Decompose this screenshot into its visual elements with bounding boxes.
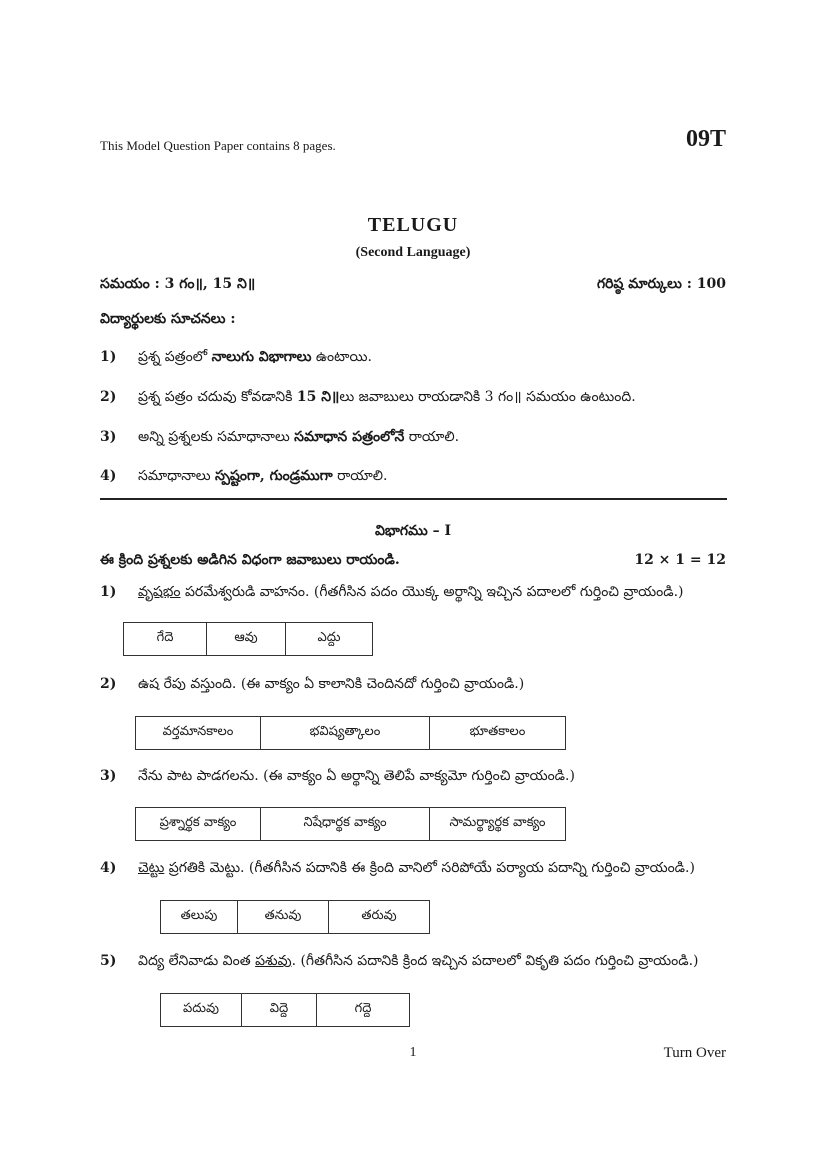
option-cell: భవిష్యత్కాలం	[261, 717, 430, 750]
instruction-emphasis: సమాధాన పత్రంలోనే	[294, 429, 405, 445]
question-text: . (గీతగీసిన పదానికి క్రింద ఇచ్చిన పదాలలో వికృతి పదం గుర్తించి వ్రాయండి.)	[291, 953, 699, 969]
paper-title: TELUGU	[367, 214, 459, 236]
option-cell: తనువు	[238, 901, 329, 934]
option-cell: ఎద్దు	[286, 623, 373, 656]
instruction-text: అన్ని ప్రశ్నలకు సమాధానాలు	[138, 429, 295, 445]
option-cell: విద్దె	[242, 994, 317, 1027]
question-3	[100, 768, 575, 787]
question-2	[100, 676, 524, 695]
option-cell: వర్తమానకాలం	[136, 717, 261, 750]
instructions-heading: విద్యార్థులకు సూచనలు :	[100, 311, 236, 327]
question-1	[100, 584, 684, 603]
max-marks: గరిష్ఠ మార్కులు : 100	[596, 276, 726, 292]
instruction-text: రాయాలి.	[332, 468, 388, 484]
question-number: 1)	[100, 584, 117, 600]
option-cell: నిషేధార్థక వాక్యం	[261, 808, 430, 841]
turn-over-label: Turn Over	[663, 1045, 726, 1061]
option-cell: భూతకాలం	[430, 717, 566, 750]
question-number: 4)	[100, 860, 117, 876]
time-allowed: సమయం : 3 గం॥, 15 ని॥	[100, 276, 256, 292]
question-text: ప్రగతికి మెట్టు. (గీతగీసిన పదానికి ఈ క్రింది వానిలో సరిపోయే పర్యాయ పదాన్ని గుర్తించి వ్రాయండి.)	[164, 860, 695, 876]
instruction-text: సమాధానాలు	[138, 468, 216, 484]
instruction-number: 4)	[100, 468, 117, 484]
question-text: ఉష రేపు వస్తుంది. (ఈ వాక్యం ఏ కాలానికి చెందినదో గుర్తించి వ్రాయండి.)	[138, 676, 525, 692]
instruction-item	[100, 468, 387, 487]
question-text: పరమేశ్వరుడి వాహనం. (గీతగీసిన పదం యొక్క అర్థాన్ని ఇచ్చిన పదాలలో గుర్తించి వ్రాయండి.)	[180, 584, 684, 600]
page-number: 1	[409, 1045, 417, 1060]
options-table	[160, 900, 430, 934]
options-table	[123, 622, 373, 656]
instruction-item	[100, 389, 636, 408]
page-count-note: This Model Question Paper contains 8 pages.	[100, 138, 336, 153]
instruction-number: 3)	[100, 429, 117, 445]
instruction-emphasis: నాలుగు విభాగాలు	[211, 349, 312, 365]
question-5	[100, 953, 698, 972]
instruction-item	[100, 349, 372, 368]
underlined-word: చెట్టు	[138, 860, 165, 876]
options-table	[135, 807, 566, 841]
instruction-number: 1)	[100, 349, 117, 365]
instruction-text: లు జవాబులు రాయడానికి 3 గం॥ సమయం ఉంటుంది.	[339, 389, 636, 405]
instruction-emphasis: 15 ని॥	[296, 389, 340, 405]
paper-subtitle: (Second Language)	[355, 245, 471, 260]
instruction-text: ప్రశ్న పత్రం చదువు కోవడానికి	[138, 389, 297, 405]
option-cell: గేదె	[124, 623, 207, 656]
underlined-word: వృషభం	[138, 584, 181, 600]
section-marks: 12 × 1 = 12	[634, 552, 726, 568]
option-cell: తరువు	[329, 901, 430, 934]
instruction-item	[100, 429, 459, 448]
question-number: 3)	[100, 768, 117, 784]
question-4	[100, 860, 695, 879]
underlined-word: పశువు	[255, 953, 292, 969]
option-cell: ప్రశ్నార్థక వాక్యం	[136, 808, 261, 841]
question-number: 5)	[100, 953, 117, 969]
question-number: 2)	[100, 676, 117, 692]
instruction-emphasis: స్పష్టంగా, గుండ్రముగా	[215, 468, 333, 484]
option-cell: సామర్థ్యార్థక వాక్యం	[430, 808, 566, 841]
options-table	[160, 993, 410, 1027]
question-text: విద్య లేనివాడు వింత	[138, 953, 256, 969]
options-table	[135, 716, 566, 750]
section-divider	[100, 498, 727, 500]
instruction-text: ప్రశ్న పత్రంలో	[138, 349, 212, 365]
option-cell: గద్దె	[317, 994, 410, 1027]
section-title: విభాగము – I	[374, 523, 452, 539]
option-cell: తలుపు	[161, 901, 238, 934]
paper-code: 09T	[685, 126, 726, 152]
option-cell: ఆవు	[207, 623, 286, 656]
section-instruction: ఈ క్రింది ప్రశ్నలకు అడిగిన విధంగా జవాబులు రాయండి.	[100, 552, 400, 568]
instruction-number: 2)	[100, 389, 117, 405]
instruction-text: ఉంటాయి.	[311, 349, 372, 365]
option-cell: పదువు	[161, 994, 242, 1027]
question-text: నేను పాట పాడగలను. (ఈ వాక్యం ఏ అర్థాన్ని తెలిపే వాక్యమో గుర్తించి వ్రాయండి.)	[138, 768, 575, 784]
instruction-text: రాయాలి.	[404, 429, 460, 445]
